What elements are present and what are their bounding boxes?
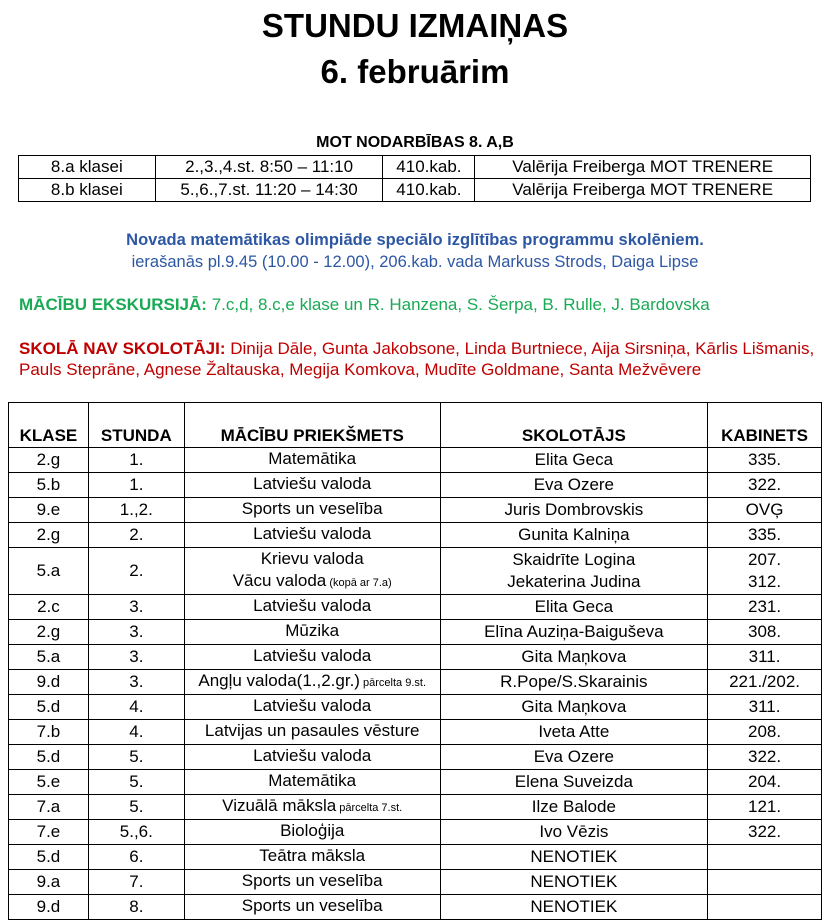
room-cell: 322. <box>708 745 822 770</box>
class-cell: 9.d <box>9 670 89 695</box>
lesson-cell: 3. <box>88 670 184 695</box>
lesson-cell: 2. <box>88 548 184 595</box>
room-cell: 335. <box>708 448 822 473</box>
subject-name: Latviešu valoda <box>253 474 372 493</box>
teacher-cell: Eva Ozere <box>440 745 707 770</box>
mot-teacher: Valērija Freiberga MOT TRENERE <box>475 179 811 202</box>
lesson-cell: 1. <box>88 448 184 473</box>
subject-cell <box>184 720 440 745</box>
lesson-cell: 4. <box>88 695 184 720</box>
subject-name: Latviešu valoda <box>253 524 372 543</box>
subject-cell <box>184 645 440 670</box>
subject-name: Angļu valoda(1.,2.gr.) <box>198 671 360 690</box>
subject-note: pārcelta 9.st. <box>359 677 427 689</box>
subject-name: Vizuālā māksla <box>222 796 337 815</box>
subject-name: Sports un veselība <box>241 871 383 890</box>
mot-row <box>19 156 811 179</box>
teacher-cell: Juris Dombrovskis <box>440 498 707 523</box>
lesson-cell: 3. <box>88 595 184 620</box>
subject-cell <box>184 895 440 920</box>
class-cell: 5.e <box>9 770 89 795</box>
class-cell: 5.d <box>9 745 89 770</box>
room-number: 207. <box>748 550 782 569</box>
subject-cell <box>184 870 440 895</box>
room-cell: 204. <box>708 770 822 795</box>
room-cell: 311. <box>708 695 822 720</box>
room-cell: 311. <box>708 645 822 670</box>
teacher-cell: Elita Geca <box>440 595 707 620</box>
schedule-row <box>9 670 822 695</box>
schedule-row <box>9 870 822 895</box>
room-cell: 308. <box>708 620 822 645</box>
mot-room: 410.kab. <box>383 156 475 179</box>
olympiad-title: Novada matemātikas olimpiāde speciālo izglītības programmu skolēniem. <box>126 231 704 249</box>
room-cell <box>708 548 822 595</box>
subject-cell <box>184 595 440 620</box>
room-cell: OVĢ <box>708 498 822 523</box>
subject-cell <box>184 548 440 595</box>
subject-cell <box>184 620 440 645</box>
schedule-row <box>9 745 822 770</box>
subject-name: Latviešu valoda <box>253 746 372 765</box>
teacher-cell: Ivo Vēzis <box>440 820 707 845</box>
room-cell: 231. <box>708 595 822 620</box>
subject-line <box>187 548 438 570</box>
teacher-cell: Gita Maņkova <box>440 645 707 670</box>
subject-name: Sports un veselība <box>241 499 383 518</box>
subject-name: Mūzika <box>285 621 340 640</box>
subject-cell <box>184 498 440 523</box>
teacher-cell: Elita Geca <box>440 448 707 473</box>
schedule-row <box>9 473 822 498</box>
teacher-cell: Iveta Atte <box>440 720 707 745</box>
subject-cell <box>184 670 440 695</box>
schedule-header-row <box>9 403 822 448</box>
class-cell: 5.a <box>9 645 89 670</box>
lesson-cell: 8. <box>88 895 184 920</box>
teacher-cell <box>440 548 707 595</box>
absent-teachers-text: Dinija Dāle, Gunta Jakobsone, Linda Burtniece, Aija Sirsniņa, Kārlis Lišmanis, Pauls Steprāne, Agnese Žaltauska, Megija Komkova, Mudīte Goldmane, Santa Mežvēvere <box>19 339 815 379</box>
lesson-cell: 6. <box>88 845 184 870</box>
header-lesson: STUNDA <box>88 403 184 448</box>
subject-name: Latviešu valoda <box>253 646 372 665</box>
room-cell: 322. <box>708 473 822 498</box>
schedule-row <box>9 720 822 745</box>
header-subject: MĀCĪBU PRIEKŠMETS <box>184 403 440 448</box>
teacher-name: Jekaterina Judina <box>507 572 641 591</box>
schedule-row <box>9 498 822 523</box>
header-room: KABINETS <box>708 403 822 448</box>
teacher-cell: Elīna Auziņa-Baiguševa <box>440 620 707 645</box>
subject-name: Krievu valoda <box>260 549 364 568</box>
subject-cell <box>184 695 440 720</box>
teacher-cell: NENOTIEK <box>440 845 707 870</box>
mot-time: 5.,6.,7.st. 11:20 – 14:30 <box>155 179 383 202</box>
excursion-label: MĀCĪBU EKSKURSIJĀ: <box>19 295 207 314</box>
room-cell: 208. <box>708 720 822 745</box>
subject-name: Latvijas un pasaules vēsture <box>204 721 420 740</box>
subject-cell <box>184 820 440 845</box>
lesson-cell: 4. <box>88 720 184 745</box>
room-cell: 322. <box>708 820 822 845</box>
room-cell: 121. <box>708 795 822 820</box>
schedule-row <box>9 770 822 795</box>
subject-name: Matemātika <box>268 771 357 790</box>
subject-note: pārcelta 7.st. <box>336 802 403 814</box>
subject-cell <box>184 448 440 473</box>
class-cell: 2.g <box>9 448 89 473</box>
teacher-cell: NENOTIEK <box>440 870 707 895</box>
schedule-row <box>9 795 822 820</box>
teacher-cell: Elena Suveizda <box>440 770 707 795</box>
page-date: 6. februārim <box>320 53 510 90</box>
class-cell: 2.g <box>9 620 89 645</box>
header-teacher: SKOLOTĀJS <box>440 403 707 448</box>
room-number: 312. <box>748 572 782 591</box>
class-cell: 5.a <box>9 548 89 595</box>
schedule-row <box>9 523 822 548</box>
class-cell: 9.d <box>9 895 89 920</box>
lesson-cell: 2. <box>88 523 184 548</box>
class-cell: 5.d <box>9 845 89 870</box>
mot-teacher: Valērija Freiberga MOT TRENERE <box>475 156 811 179</box>
class-cell: 5.b <box>9 473 89 498</box>
class-cell: 9.e <box>9 498 89 523</box>
subject-cell <box>184 845 440 870</box>
mot-row <box>19 179 811 202</box>
lesson-cell: 5. <box>88 770 184 795</box>
mot-class: 8.b klasei <box>19 179 156 202</box>
subject-name: Latviešu valoda <box>253 696 372 715</box>
class-cell: 7.a <box>9 795 89 820</box>
lesson-cell: 3. <box>88 620 184 645</box>
excursion-text: 7.c,d, 8.c,e klase un R. Hanzena, S. Šerpa, B. Rulle, J. Bardovska <box>206 295 710 314</box>
lesson-cell: 5. <box>88 795 184 820</box>
page-title: STUNDU IZMAIŅAS <box>261 7 569 44</box>
mot-time: 2.,3.,4.st. 8:50 – 11:10 <box>155 156 383 179</box>
room-cell <box>708 870 822 895</box>
mot-heading: MOT NODARBĪBAS 8. A,B <box>316 134 514 151</box>
schedule-row <box>9 620 822 645</box>
schedule-table <box>8 402 822 920</box>
subject-cell <box>184 473 440 498</box>
schedule-row <box>9 645 822 670</box>
subject-name: Matemātika <box>268 449 357 468</box>
teacher-cell: NENOTIEK <box>440 895 707 920</box>
teacher-cell: Ilze Balode <box>440 795 707 820</box>
teacher-cell: R.Pope/S.Skarainis <box>440 670 707 695</box>
class-cell: 7.b <box>9 720 89 745</box>
header-class: KLASE <box>9 403 89 448</box>
class-cell: 2.c <box>9 595 89 620</box>
schedule-row <box>9 548 822 595</box>
lesson-cell: 1. <box>88 473 184 498</box>
lesson-cell: 5. <box>88 745 184 770</box>
teacher-cell: Gita Maņkova <box>440 695 707 720</box>
mot-room: 410.kab. <box>383 179 475 202</box>
lesson-cell: 3. <box>88 645 184 670</box>
class-cell: 2.g <box>9 523 89 548</box>
lesson-cell: 5.,6. <box>88 820 184 845</box>
schedule-row <box>9 845 822 870</box>
subject-cell <box>184 795 440 820</box>
subject-name: Teātra māksla <box>259 846 366 865</box>
schedule-row <box>9 595 822 620</box>
olympiad-details: ierašanās pl.9.45 (10.00 - 12.00), 206.kab. vada Markuss Strods, Daiga Lipse <box>131 253 699 271</box>
room-cell: 221./202. <box>708 670 822 695</box>
mot-class: 8.a klasei <box>19 156 156 179</box>
class-cell: 7.e <box>9 820 89 845</box>
lesson-cell: 7. <box>88 870 184 895</box>
excursion-notice <box>19 295 819 315</box>
subject-name: Vācu valoda <box>232 571 327 590</box>
room-cell: 335. <box>708 523 822 548</box>
schedule-body <box>9 448 822 920</box>
schedule-row <box>9 895 822 920</box>
room-cell <box>708 895 822 920</box>
teacher-cell: Eva Ozere <box>440 473 707 498</box>
subject-name: Latviešu valoda <box>253 596 372 615</box>
schedule-row <box>9 448 822 473</box>
absent-teachers-label: SKOLĀ NAV SKOLOTĀJI: <box>19 339 226 358</box>
subject-cell <box>184 770 440 795</box>
lesson-cell: 1.,2. <box>88 498 184 523</box>
mot-table <box>18 155 811 202</box>
class-cell: 5.d <box>9 695 89 720</box>
room-cell <box>708 845 822 870</box>
subject-note: (kopā ar 7.a) <box>326 577 392 589</box>
subject-line <box>187 570 438 594</box>
schedule-row <box>9 695 822 720</box>
teacher-name: Skaidrīte Logina <box>512 550 636 569</box>
class-cell: 9.a <box>9 870 89 895</box>
absent-teachers-notice <box>19 338 819 380</box>
subject-name: Sports un veselība <box>241 896 383 915</box>
teacher-cell: Gunita Kalniņa <box>440 523 707 548</box>
schedule-row <box>9 820 822 845</box>
subject-name: Bioloģija <box>280 821 345 840</box>
subject-cell <box>184 745 440 770</box>
subject-cell <box>184 523 440 548</box>
